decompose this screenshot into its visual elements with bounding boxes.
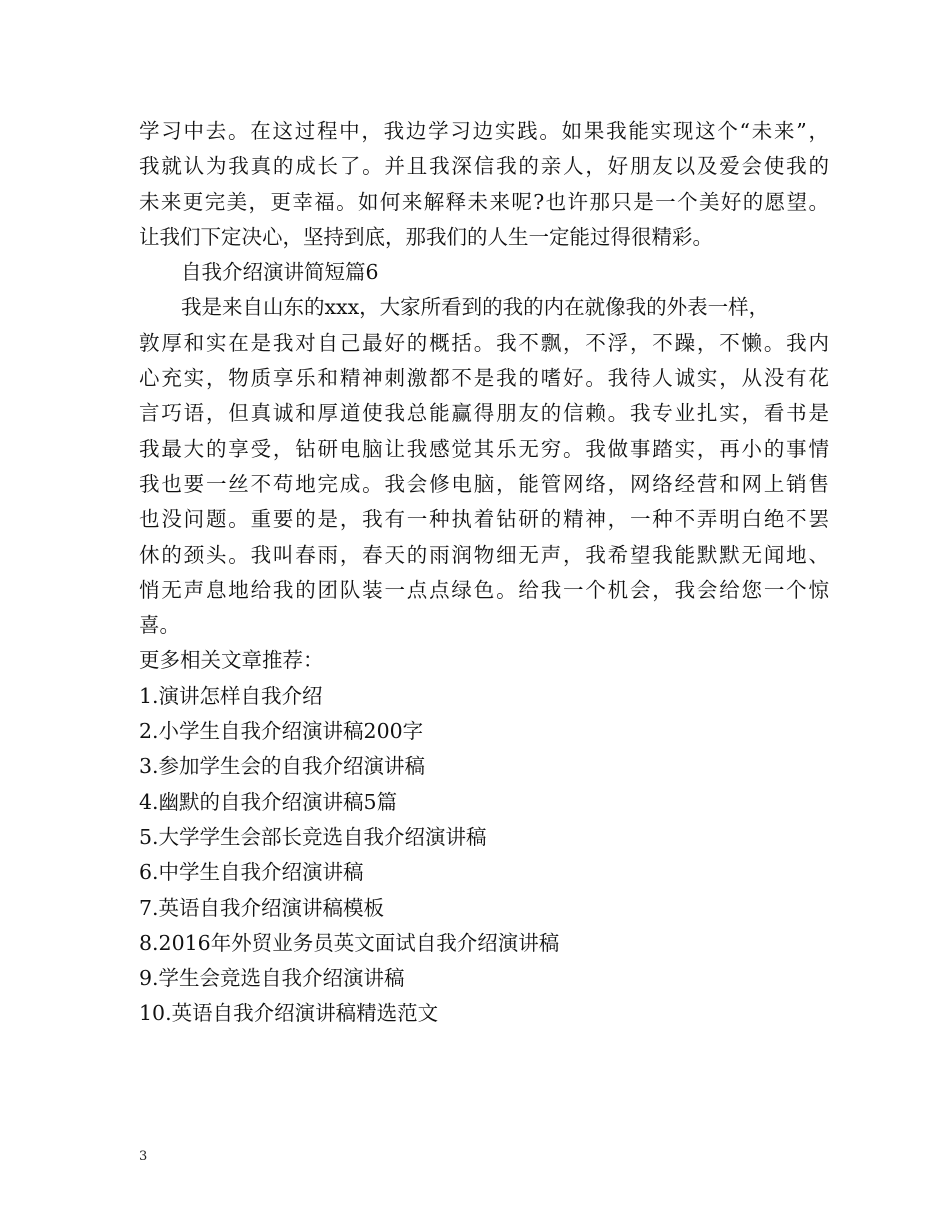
paragraph-line: 我就认为我真的成长了。并且我深信我的亲人，好朋友以及爱会使我的 xyxy=(139,154,829,179)
paragraph-line: 心充实，物质享乐和精神刺激都不是我的嗜好。我待人诚实，从没有花 xyxy=(139,366,829,391)
paragraph-line: 言巧语，但真诚和厚道使我总能赢得朋友的信赖。我专业扎实，看书是 xyxy=(139,401,829,426)
related-link[interactable]: 2.小学生自我介绍演讲稿200字 xyxy=(139,719,424,744)
paragraph-line: 也没问题。重要的是，我有一种执着钻研的精神，一种不弄明白绝不罢 xyxy=(139,507,829,532)
related-link[interactable]: 7.英语自我介绍演讲稿模板 xyxy=(139,895,385,920)
paragraph-line: 未来更完美，更幸福。如何来解释未来呢?也许那只是一个美好的愿望。 xyxy=(139,189,829,214)
related-link[interactable]: 6.中学生自我介绍演讲稿 xyxy=(139,860,364,885)
related-link[interactable]: 10.英语自我介绍演讲稿精选范文 xyxy=(139,1001,439,1026)
paragraph-line: 我也要一丝不苟地完成。我会修电脑，能管网络，网络经营和网上销售 xyxy=(139,471,829,496)
related-link[interactable]: 9.学生会竞选自我介绍演讲稿 xyxy=(139,966,405,991)
document-content xyxy=(139,114,829,1032)
paragraph-line: 喜。 xyxy=(139,613,180,638)
related-link[interactable]: 3.参加学生会的自我介绍演讲稿 xyxy=(139,754,426,779)
paragraph-line: 让我们下定决心，坚持到底，那我们的人生一定能过得很精彩。 xyxy=(139,224,713,249)
paragraph-line: 敦厚和实在是我对自己最好的概括。我不飘，不浮，不躁，不懒。我内 xyxy=(139,330,829,355)
paragraph-line: 我是来自山东的xxx，大家所看到的我的内在就像我的外表一样， xyxy=(181,295,770,320)
paragraph-line: 休的颈头。我叫春雨，春天的雨润物细无声，我希望我能默默无闻地、 xyxy=(139,542,829,567)
paragraph-line: 悄无声息地给我的团队装一点点绿色。给我一个机会，我会给您一个惊 xyxy=(139,577,829,602)
paragraph-line: 学习中去。在这过程中，我边学习边实践。如果我能实现这个“未来”， xyxy=(139,119,829,143)
page-number: 3 xyxy=(139,1149,148,1164)
related-link[interactable]: 5.大学学生会部长竞选自我介绍演讲稿 xyxy=(139,824,487,849)
paragraph-line: 我最大的享受，钻研电脑让我感觉其乐无穷。我做事踏实，再小的事情 xyxy=(139,436,829,461)
section-title: 自我介绍演讲简短篇6 xyxy=(181,260,379,285)
related-heading: 更多相关文章推荐： xyxy=(139,648,324,673)
related-link[interactable]: 8.2016年外贸业务员英文面试自我介绍演讲稿 xyxy=(139,930,560,955)
related-link[interactable]: 4.幽默的自我介绍演讲稿5篇 xyxy=(139,789,398,814)
related-link[interactable]: 1.演讲怎样自我介绍 xyxy=(139,683,323,708)
